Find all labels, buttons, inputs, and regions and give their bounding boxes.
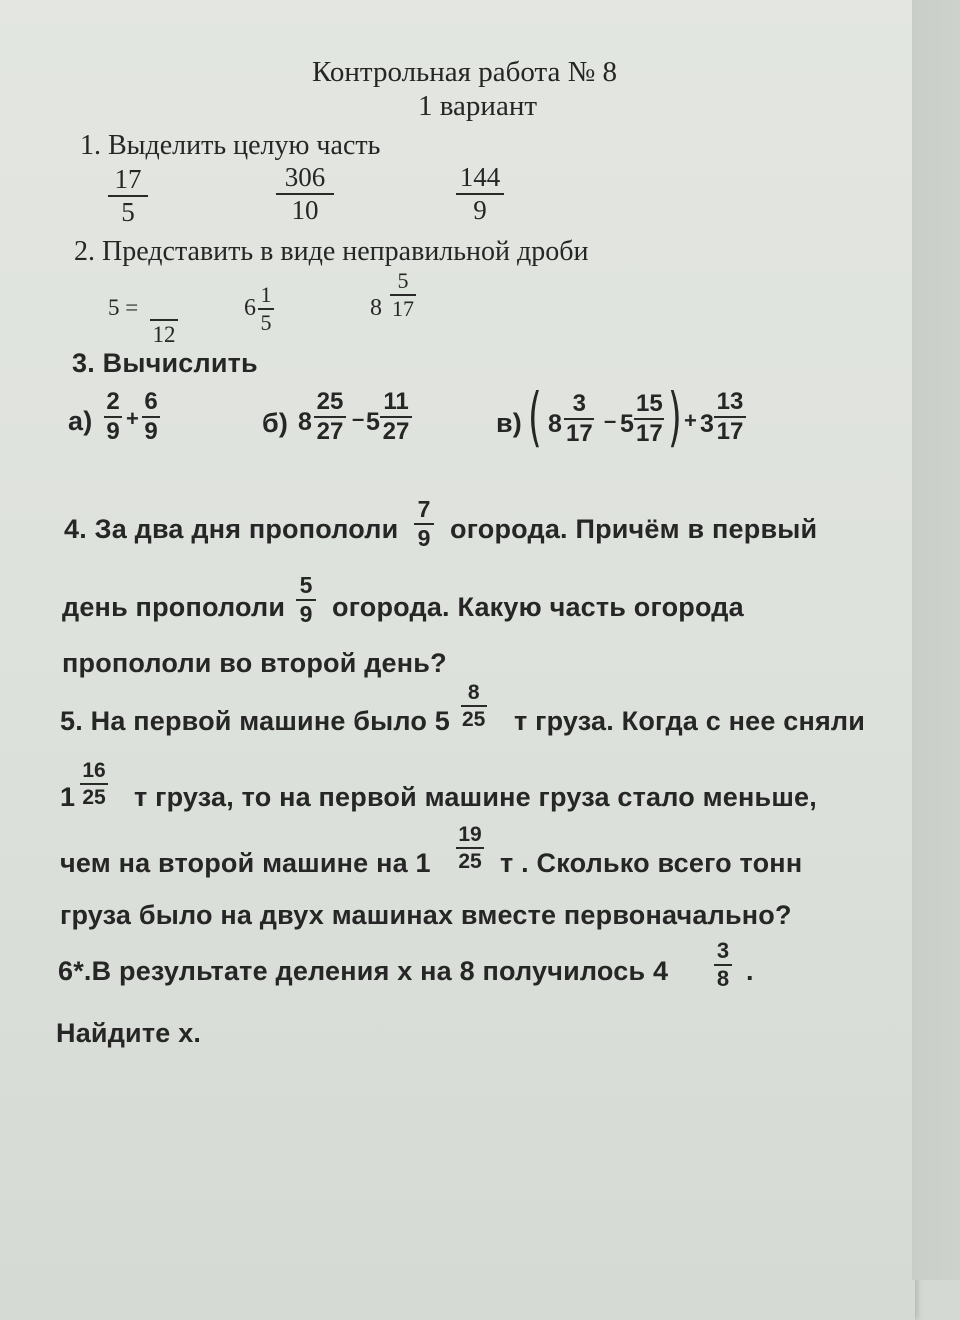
task3-a-fraction-1: 2 9	[104, 390, 122, 444]
denominator: 12	[152, 322, 176, 347]
denominator: 9	[473, 195, 487, 225]
task5-line3-start: чем на второй машине на 1	[60, 848, 431, 878]
task5-fraction-3: 19 25	[456, 824, 484, 872]
task4-line2-start: день пропололи	[62, 592, 286, 622]
task4-line1-start: 4. За два дня пропололи	[64, 514, 399, 544]
close-paren: )	[668, 381, 682, 455]
task4-line1-end: огорода. Причём в первый	[450, 514, 818, 544]
task3-c-whole-3: 3	[700, 410, 714, 438]
denominator: 10	[291, 195, 319, 225]
task3-a-operator: +	[126, 406, 139, 431]
task3-b-fraction-1: 25 27	[314, 390, 346, 444]
task3-c-whole-1: 8	[548, 410, 562, 438]
task3-c-operator-2: +	[684, 408, 697, 433]
task2-mixed2-whole: 8	[370, 295, 382, 321]
task5-whole-2: 1	[60, 782, 76, 812]
task1-fraction-3	[456, 164, 504, 224]
page-title: Контрольная работа № 8	[312, 56, 618, 88]
task3-a-fraction-2: 6 9	[142, 390, 160, 444]
task4-line2-end: огорода. Какую часть огорода	[332, 592, 744, 622]
task2-mixed1-fraction: 1 5	[258, 284, 274, 334]
task3-a-label: а)	[68, 406, 93, 436]
task3-c-operator-1: –	[604, 408, 617, 433]
task1-fraction-1	[108, 166, 148, 226]
task6-line1-end: .	[746, 956, 754, 986]
task5-line2-end: т груза, то на первой машине груза стало меньше,	[134, 782, 817, 812]
task6-line2: Найдите x.	[56, 1018, 202, 1048]
denominator: 5	[121, 197, 135, 227]
task6-line1-start: 6*.В результате деления x на 8 получилось 4	[58, 956, 669, 986]
task3-b-fraction-2: 11 27	[380, 390, 412, 444]
task3-b-operator: –	[352, 406, 365, 431]
task1-text: 1. Выделить целую часть	[80, 130, 381, 161]
task3-text: 3. Вычислить	[72, 348, 258, 378]
task5-fraction-1: 8 25	[462, 681, 486, 731]
task3-b-label: б)	[262, 408, 289, 438]
numerator: 17	[114, 164, 142, 194]
numerator: 144	[459, 162, 501, 192]
task2-text: 2. Представить в виде неправильной дроби	[74, 236, 589, 267]
variant-label: 1 вариант	[418, 90, 538, 122]
task4-fraction-1: 7 9	[414, 498, 434, 550]
task2-eq-prefix: 5 =	[108, 295, 139, 320]
task4-fraction-2: 5 9	[296, 574, 316, 626]
numerator: 306	[284, 162, 326, 192]
task3-c-fraction-2: 15 17	[636, 390, 663, 447]
background-edge	[912, 0, 960, 1280]
task3-c-label: в)	[496, 408, 522, 438]
task3-b-whole-2: 5	[366, 408, 380, 436]
task3-c-whole-2: 5	[620, 410, 634, 438]
task1-fraction-2	[276, 164, 334, 224]
task3-b-whole-1: 8	[298, 408, 312, 436]
open-paren: (	[528, 381, 542, 455]
task5-line1-end: т груза. Когда с нее сняли	[514, 706, 866, 736]
task5-line1-start: 5. На первой машине было 5	[60, 706, 450, 736]
task5-fraction-2: 16 25	[80, 760, 108, 808]
task2-eq-fraction	[150, 294, 178, 346]
task5-line4: груза было на двух машинах вместе первоначально?	[60, 900, 792, 930]
task2-mixed1-whole: 6	[244, 295, 256, 321]
task3-c-fraction-3: 13 17	[714, 390, 746, 444]
task5-line3-end: т . Сколько всего тонн	[500, 848, 803, 878]
task2-mixed2-fraction: 5 17	[392, 268, 414, 321]
task3-c-fraction-1: 3 17	[566, 390, 593, 447]
task4-line3: пропололи во второй день?	[62, 648, 447, 678]
task6-fraction: 3 8	[714, 940, 732, 990]
